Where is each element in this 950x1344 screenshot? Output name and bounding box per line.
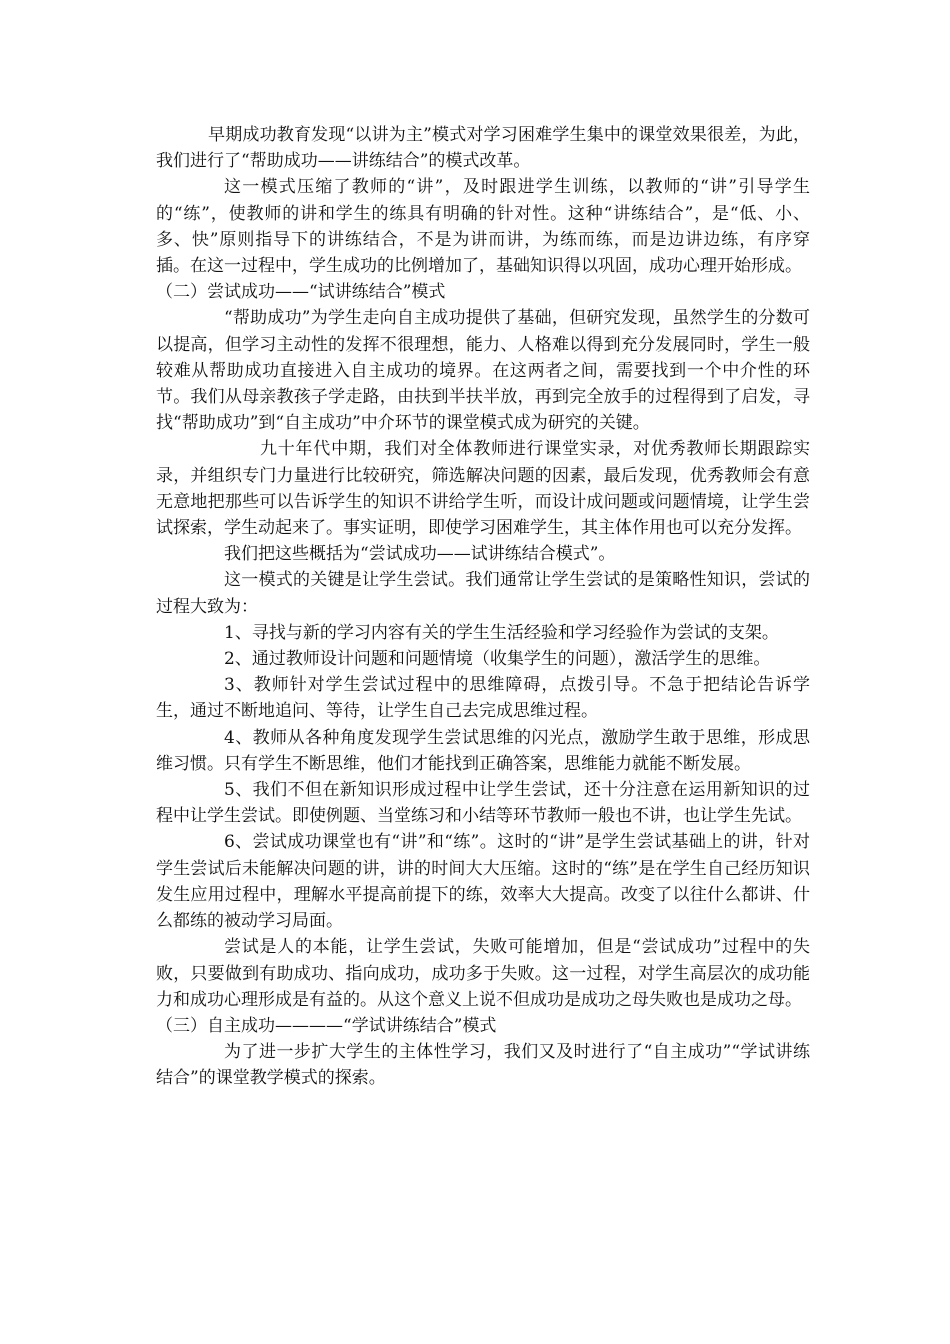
list-item-1: 1、寻找与新的学习内容有关的学生生活经验和学习经验作为尝试的支架。 — [224, 622, 779, 643]
paragraph-2: 这一模式压缩了教师的“讲”，及时跟进学生训练，以教师的“讲”引导学生的“练”，使教师的讲和学生的练具有明确的针对性。这种“讲练结合”，是“低、小、多、快”原则指导下的讲练结合，不是为讲而讲，为练而练，而是边讲边练，有序穿插。在这一过程中，学生成功的比例增加了，基础知识得以巩固，成功心理开始形成。 — [156, 177, 810, 277]
paragraph-4: 九十年代中期，我们对全体教师进行课堂实录，对优秀教师长期跟踪实录，并组织专门力量进行比较研究，筛选解决问题的因素，最后发现，优秀教师会有意无意地把那些可以告诉学生的知识不讲给学生听，而设计成问题或问题情境，让学生尝试探索，学生动起来了。事实证明，即使学习困难学生，其主体作用也可以充分发挥。 — [156, 439, 810, 539]
list-item-2: 2、通过教师设计问题和问题情境（收集学生的问题），激活学生的思维。 — [224, 649, 771, 670]
section-heading-2: （二）尝试成功——“试讲练结合”模式 — [156, 282, 446, 303]
list-item-5: 5、我们不但在新知识形成过程中让学生尝试，还十分注意在运用新知识的过程中让学生尝试。即使例题、当堂练习和小结等环节教师一般也不讲，也让学生先试。 — [156, 780, 810, 827]
paragraph-8: 为了进一步扩大学生的主体性学习，我们又及时进行了“自主成功”“学试讲练结合”的课堂教学模式的探索。 — [156, 1042, 810, 1089]
list-item-6: 6、尝试成功课堂也有“讲”和“练”。这时的“讲”是学生尝试基础上的讲，针对学生尝试后未能解决问题的讲，讲的时间大大压缩。这时的“练”是在学生自己经历知识发生应用过程中，理解水平提高前提下的练，效率大大提高。改变了以往什么都讲、什么都练的被动学习局面。 — [156, 832, 810, 932]
section-heading-3: （三）自主成功————“学试讲练结合”模式 — [156, 1015, 497, 1036]
paragraph-1: 早期成功教育发现“以讲为主”模式对学习困难学生集中的课堂效果很差，为此，我们进行了“帮助成功——讲练结合”的模式改革。 — [156, 125, 810, 172]
list-item-4: 4、教师从各种角度发现学生尝试思维的闪光点，激励学生敢于思维，形成思维习惯。只有学生不断思维，他们才能找到正确答案，思维能力就能不断发展。 — [156, 727, 810, 774]
document-page — [156, 122, 810, 1092]
paragraph-3: “帮助成功”为学生走向自主成功提供了基础，但研究发现，虽然学生的分数可以提高，但学习主动性的发挥不很理想，能力、人格难以得到充分发展同时，学生一般较难从帮助成功直接进入自主成功的境界。在这两者之间，需要找到一个中介性的环节。我们从母亲教孩子学走路，由扶到半扶半放，再到完全放手的过程得到了启发，寻找“帮助成功”到“自主成功”中介环节的课堂模式成为研究的关键。 — [156, 308, 810, 434]
paragraph-6: 这一模式的关键是让学生尝试。我们通常让学生尝试的是策略性知识，尝试的过程大致为： — [156, 570, 810, 617]
paragraph-7: 尝试是人的本能，让学生尝试，失败可能增加，但是“尝试成功”过程中的失败，只要做到有助成功、指向成功，成功多于失败。这一过程，对学生高层次的成功能力和成功心理形成是有益的。从这个意义上说不但成功是成功之母失败也是成功之母。 — [156, 937, 810, 1010]
list-item-3: 3、教师针对学生尝试过程中的思维障碍，点拨引导。不急于把结论告诉学生，通过不断地追问、等待，让学生自己去完成思维过程。 — [156, 675, 810, 722]
paragraph-5: 我们把这些概括为“尝试成功——试讲练结合模式”。 — [224, 544, 616, 565]
